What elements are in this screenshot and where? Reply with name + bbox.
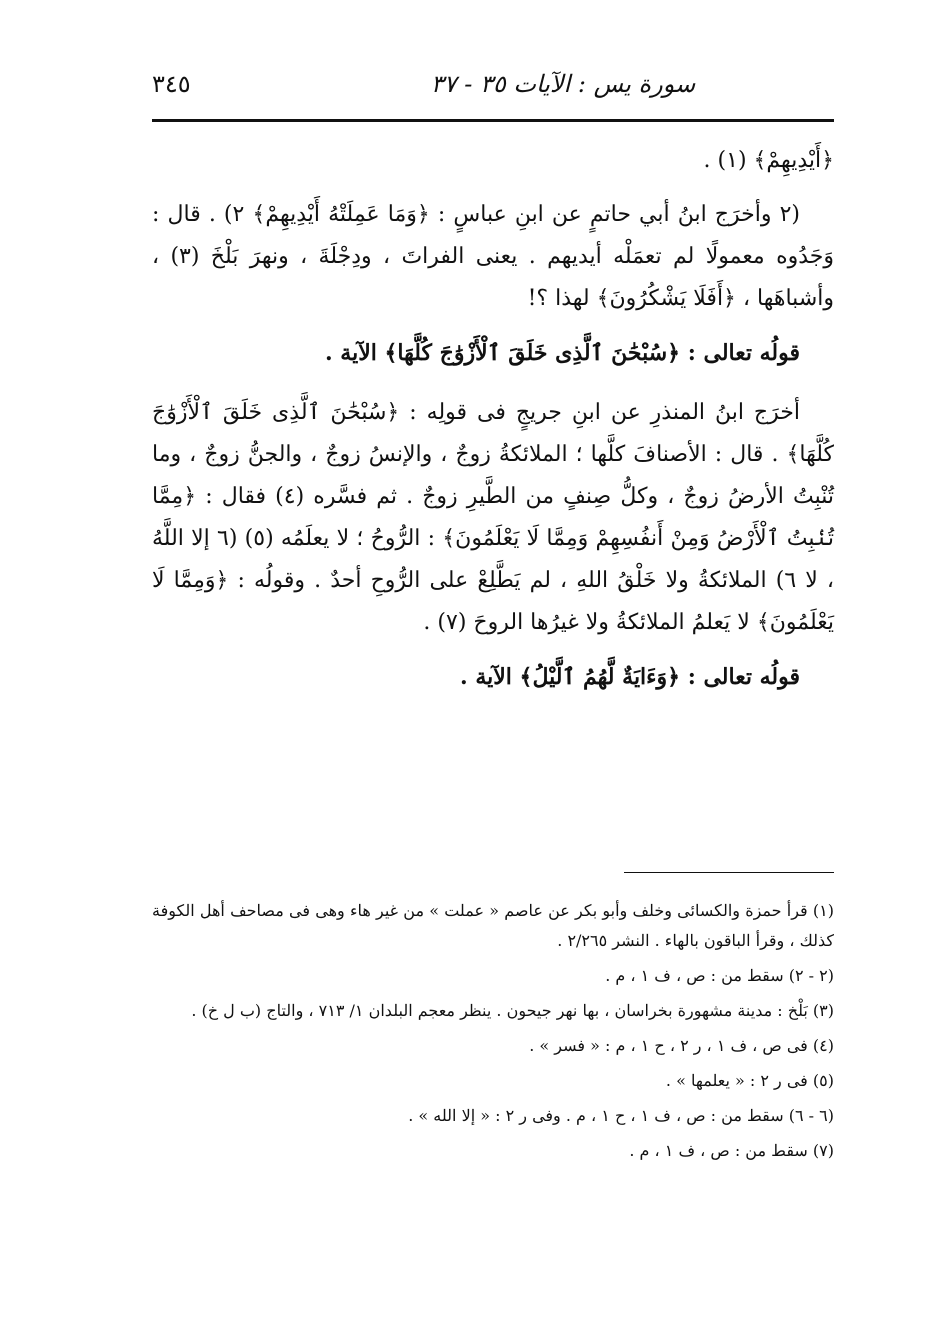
paragraph-3: أخرَج ابنُ المنذرِ عن ابنِ جريجٍ فى قولِه : ﴿سُبْحَٰنَ ٱلَّذِى خَلَقَ ٱلْأَزْوَٰجَ كُلَّهَا﴾ . قال : الأصنافَ كلَّها ؛ الملائكةُ زوجٌ ، والإنسُ زوجٌ ، والجنُّ زوجٌ ، وما تُنْبِتُ الأرضُ زوجٌ ، وكلُّ صِنفٍ من الطَّيرِ زوجٌ . ثم فسَّره (٤) فقال : ﴿مِمَّا تُنۢبِتُ ٱلْأَرْضُ وَمِنْ أَنفُسِهِمْ وَمِمَّا لَا يَعْلَمُونَ﴾ : الرُّوحُ ؛ لا يعلَمُه (٥) (٦ إلا اللَّهُ ، لا ٦) الملائكةُ ولا خَلْقُ اللهِ ، لم يَطَّلِعْ على الرُّوحِ أحدٌ . وقولُه : ﴿وَمِمَّا لَا يَعْلَمُونَ﴾ لا يَعلمُ الملائكةُ ولا غيرُها الروحَ (٧) . <box>152 400 835 635</box>
footnote-2: (٢ - ٢) سقط من : ص ، ف ١ ، م . <box>605 966 834 985</box>
footnotes <box>152 896 834 1171</box>
footnote-3: (٣) بَلْخ : مدينة مشهورة بخراسان ، بها نهر جيحون . ينظر معجم البلدان ١/ ٧١٣ ، والتاج (ب ل خ) . <box>191 1001 834 1020</box>
footnote-7: (٧) سقط من : ص ، ف ١ ، م . <box>629 1141 834 1160</box>
footnote-1: (١) قرأ حمزة والكسائى وخلف وأبو بكر عن عاصم « عملت » من غير هاء وهى فى مصاحف أهل الكوفة كذلك ، وقرأ الباقون بالهاء . النشر ٢/٢٦٥ . <box>152 901 834 950</box>
footnote-5: (٥) فى ر ٢ : « يعلمها » . <box>665 1071 834 1090</box>
paragraph-1: ﴿أَيْدِيهِمْ﴾ (١) . <box>703 148 834 173</box>
footnote-6: (٦ - ٦) سقط من : ص ، ف ١ ، ح ١ ، م . وفى ر ٢ : « إلا الله » . <box>408 1106 834 1125</box>
section-heading-1: قولُه تعالى : ﴿سُبْحَٰنَ ٱلَّذِى خَلَقَ ٱلْأَزْوَٰجَ كُلَّهَا﴾ الآية . <box>324 340 800 366</box>
footnote-rule <box>624 872 834 873</box>
header-rule <box>152 119 834 122</box>
page-header <box>152 70 834 110</box>
page-number: ٣٤٥ <box>152 70 191 98</box>
footnote-4: (٤) فى ص ، ف ١ ، ر ٢ ، ح ١ ، م : « فسر » . <box>529 1036 834 1055</box>
section-heading-2: قولُه تعالى : ﴿وَءَايَةٌ لَّهُمُ ٱلَّيْلُ﴾ الآية . <box>460 664 800 690</box>
main-text <box>152 140 834 716</box>
running-title: سورة يس : الآيات ٣٥ - ٣٧ <box>430 70 696 98</box>
paragraph-2: (٢ وأخرَج ابنُ أبي حاتمٍ عن ابنِ عباسٍ : ﴿وَمَا عَمِلَتْهُ أَيْدِيهِمْ﴾ ٢) . قال : وَجَدُوه معمولًا لم تعمَلْه أيديهم . يعنى الفراتَ ، ودِجْلَةَ ، ونهرَ بَلْخَ (٣) ، وأشباهَها ، ﴿أَفَلَا يَشْكُرُونَ﴾ لهذا ؟! <box>152 202 834 311</box>
